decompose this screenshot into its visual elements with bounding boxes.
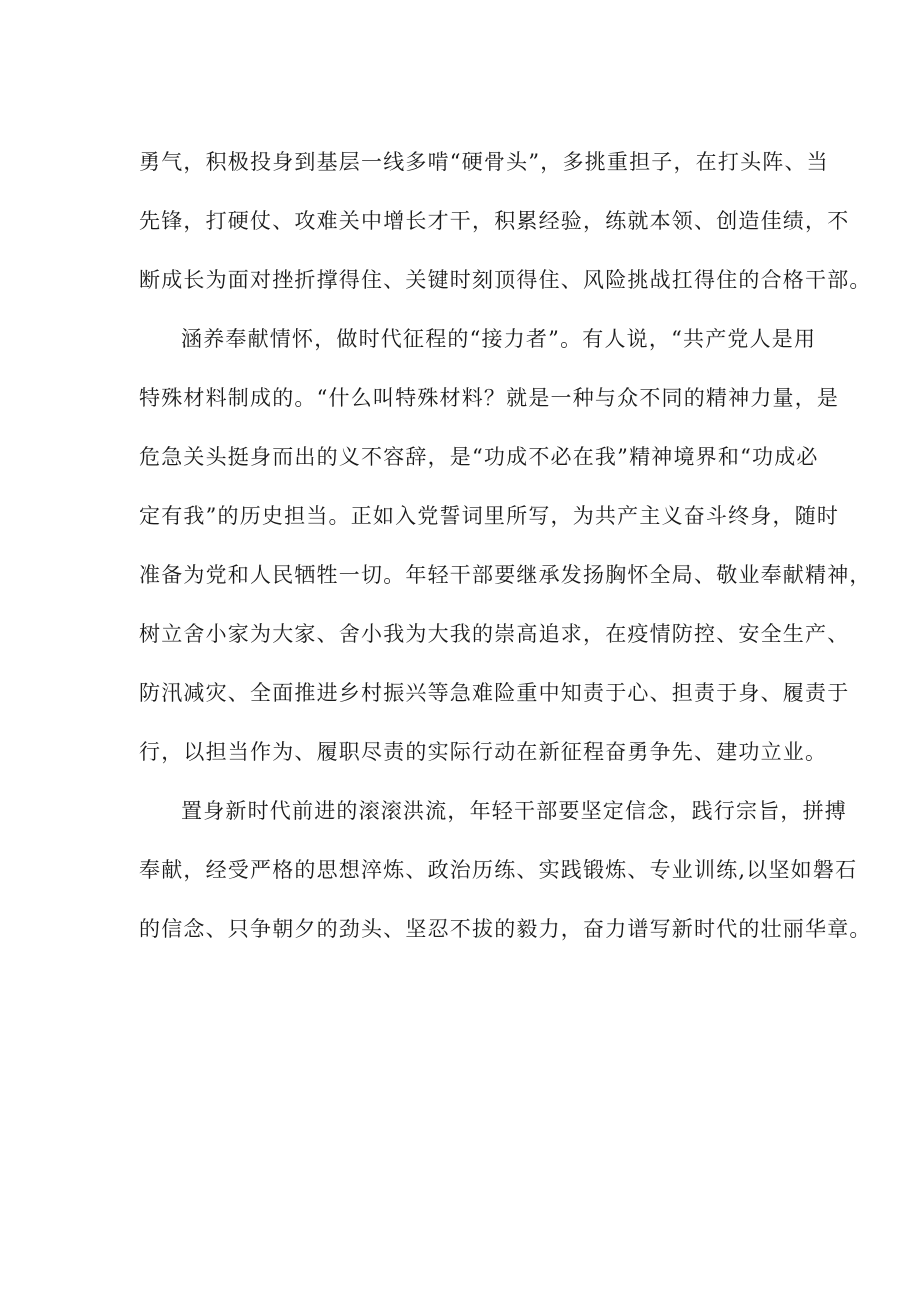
text-line: 危急关头挺身而出的义不容辞，是“功成不必在我”精神境界和“功成必 (139, 445, 819, 469)
text-line: 特殊材料制成的。“什么叫特殊材料？就是一种与众不同的精神力量，是 (139, 386, 840, 410)
text-line: 奉献，经受严格的思想淬炼、政治历练、实践锻炼、专业训练,以坚如磐石 (139, 858, 858, 882)
paragraph-2 (139, 310, 872, 782)
text-line: 准备为党和人民牺牲一切。年轻干部要继承发扬胸怀全局、敬业奉献精神， (139, 563, 872, 587)
text-line: 行，以担当作为、履职尽责的实际行动在新征程奋勇争先、建功立业。 (139, 740, 828, 764)
text-line: 先锋，打硬仗、攻难关中增长才干，积累经验，练就本领、创造佳绩，不 (139, 209, 850, 233)
article-body (139, 133, 872, 959)
paragraph-1 (139, 133, 872, 310)
text-line: 定有我”的历史担当。正如入党誓词里所写，为共产主义奋斗终身，随时 (139, 504, 840, 528)
text-line: 树立舍小家为大家、舍小我为大我的崇高追求，在疫情防控、安全生产、 (139, 622, 850, 646)
paragraph-3 (139, 782, 872, 959)
text-line: 勇气，积极投身到基层一线多啃“硬骨头”，多挑重担子，在打头阵、当 (139, 150, 829, 174)
text-line: 断成长为面对挫折撑得住、关键时刻顶得住、风险挑战扛得住的合格干部。 (139, 268, 872, 292)
text-line: 防汛减灾、全面推进乡村振兴等急难险重中知责于心、担责于身、履责于 (139, 681, 850, 705)
text-line: 涵养奉献情怀，做时代征程的“接力者”。有人说，“共产党人是用 (181, 327, 817, 351)
text-line: 的信念、只争朝夕的劲头、坚忍不拔的毅力，奋力谱写新时代的壮丽华章。 (139, 917, 872, 941)
text-line: 置身新时代前进的滚滚洪流，年轻干部要坚定信念，践行宗旨，拼搏 (181, 799, 847, 823)
